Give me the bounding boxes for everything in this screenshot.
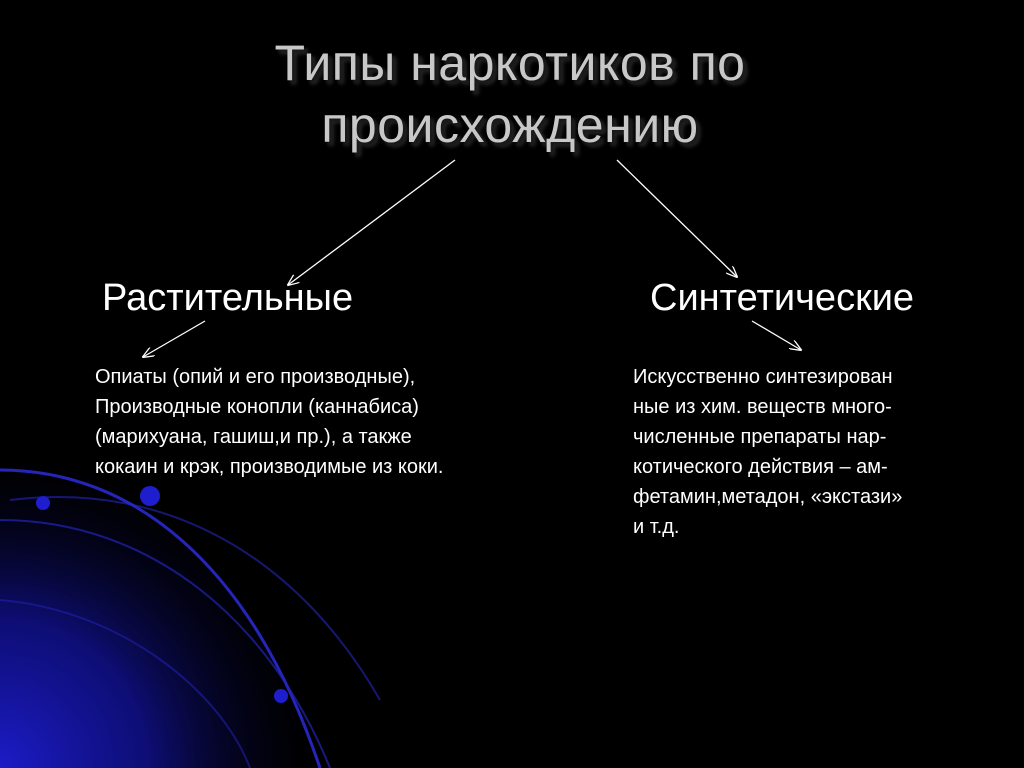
plant-description-line: кокаин и крэк, производимые из коки.	[95, 456, 444, 478]
slide-title	[150, 32, 870, 156]
synthetic-description-line: численные препараты нар-	[633, 426, 887, 448]
plant-description-line: Опиаты (опий и его производные),	[95, 366, 416, 388]
synthetic-description-line: фетамин,метадон, «экстази»	[633, 486, 903, 508]
synthetic-description-line: Искусственно синтезирован	[633, 366, 893, 388]
synthetic-description	[633, 362, 902, 542]
synthetic-description-line: ные из хим. веществ много-	[633, 396, 892, 418]
plant-description-line: Производные конопли (каннабиса)	[95, 396, 419, 418]
title-line-2: происхождению	[321, 97, 699, 153]
arrow-title-to-right	[617, 160, 737, 277]
synthetic-description-line: котического действия – ам-	[633, 456, 888, 478]
category-plant-heading: Растительные	[102, 277, 354, 319]
plant-description-line: (марихуана, гашиш,и пр.), а также	[95, 426, 412, 448]
arrow-title-to-left	[288, 160, 455, 285]
arrow-left-to-desc	[143, 321, 205, 357]
plant-description	[95, 362, 443, 482]
category-synthetic-heading: Синтетические	[650, 277, 915, 319]
arrow-right-to-desc	[752, 321, 801, 350]
synthetic-description-line: и т.д.	[633, 516, 680, 538]
title-line-1: Типы наркотиков по	[274, 35, 746, 91]
